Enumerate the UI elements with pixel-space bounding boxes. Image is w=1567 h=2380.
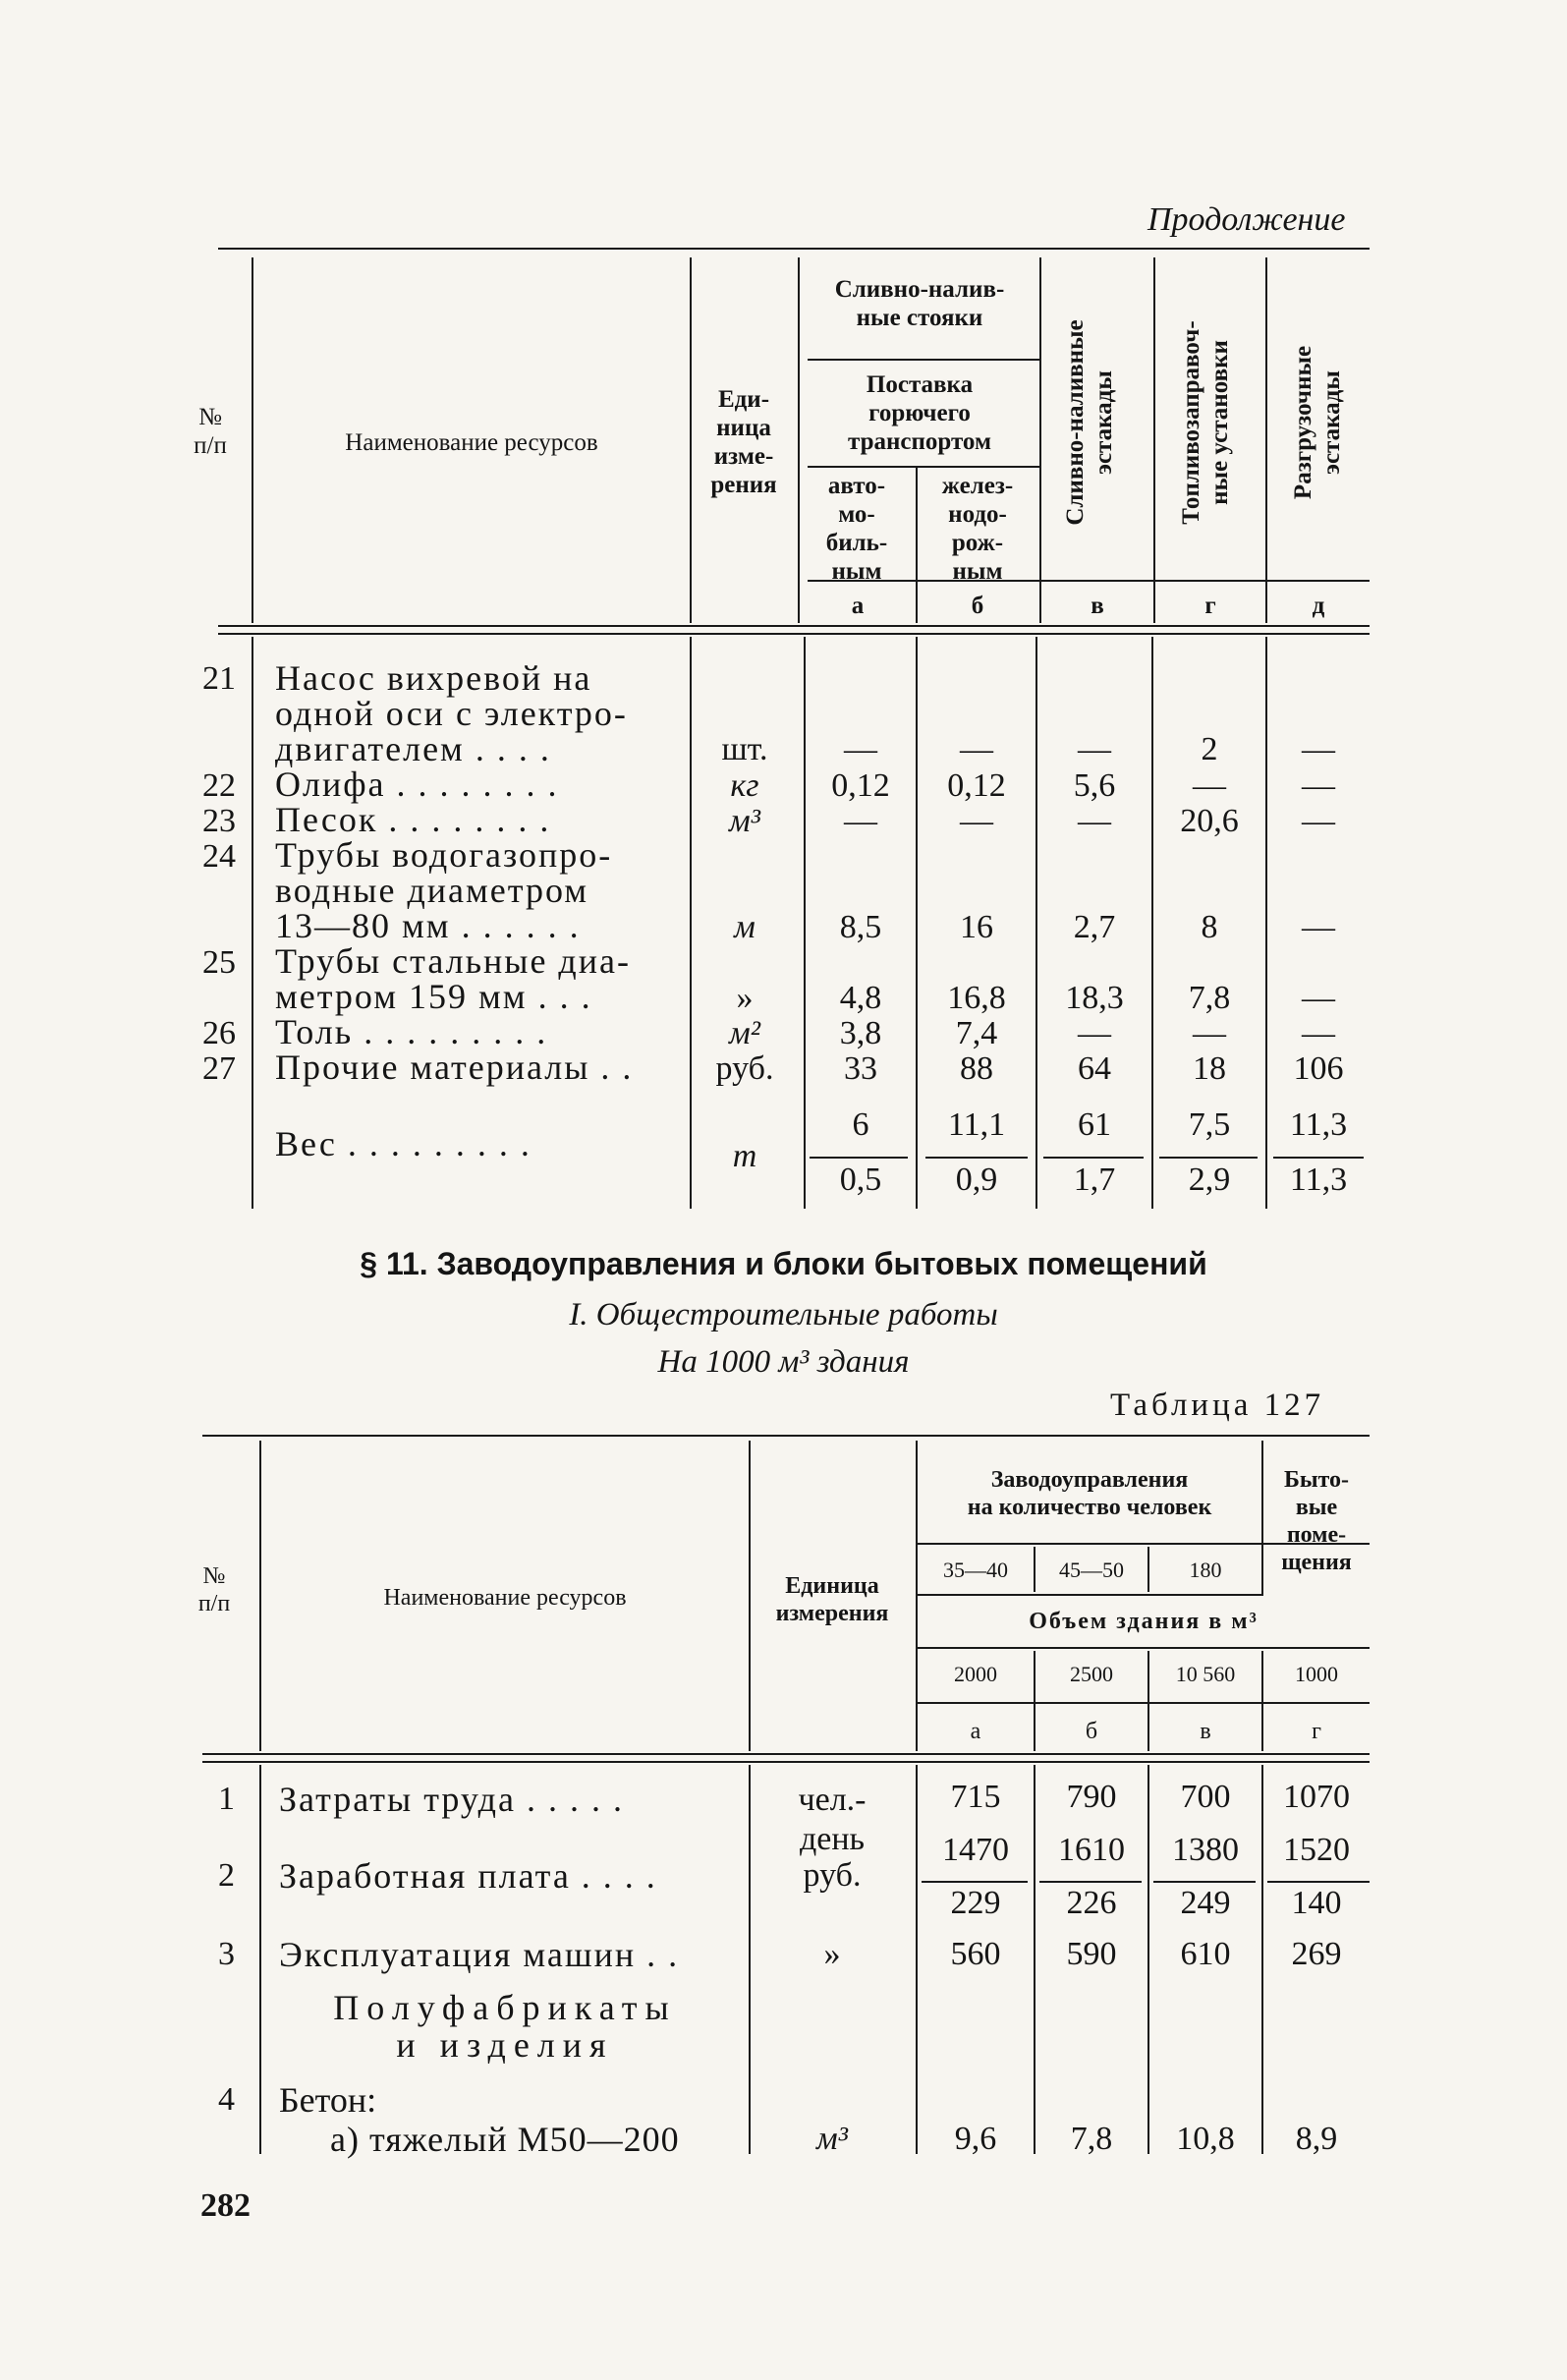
t2-letter: б (1085, 1719, 1098, 1744)
t1-cell: 18 (1193, 1050, 1226, 1087)
t2-letter: г (1312, 1719, 1321, 1744)
t1-weight-cell: 0,9 (955, 1162, 998, 1198)
t2-header-unit: Единица измерения (775, 1573, 889, 1626)
t2-row-num: 1 (218, 1781, 235, 1817)
t1-row-num: 22 (202, 767, 236, 804)
continuation-label: Продолжение (1147, 201, 1346, 238)
t1-unit: шт. (721, 731, 768, 767)
t1-row-num: 27 (202, 1050, 236, 1087)
t1-cell: — (1302, 731, 1335, 767)
t2-row-unit: м³ (816, 2121, 848, 2157)
t1-cell: — (1302, 1015, 1335, 1051)
t1-weight-cell: 61 (1078, 1106, 1111, 1143)
t1-cell: 18,3 (1065, 980, 1124, 1016)
t1-header-col-g: Топливозаправоч- ные установки (1178, 320, 1233, 525)
t1-cell: — (1302, 980, 1335, 1016)
t2-cell: 560 (950, 1936, 1001, 1972)
t1-letter: д (1312, 593, 1325, 619)
t2-row-name: Эксплуатация машин . . (279, 1935, 680, 1974)
t1-cell: — (960, 803, 993, 839)
t1-unit: м³ (729, 803, 760, 839)
t1-cell: 2,7 (1073, 909, 1116, 945)
t1-cell: 20,6 (1180, 803, 1239, 839)
t1-letter: в (1091, 593, 1104, 619)
t2-cell: 226 (1066, 1885, 1117, 1921)
t2-volume: 2500 (1070, 1662, 1113, 1686)
t2-header-group2: Быто- вые поме- щения (1281, 1467, 1352, 1575)
t1-unit: м² (729, 1015, 760, 1051)
t1-cell: 88 (960, 1050, 993, 1087)
t2-row-name: Бетон: (279, 2080, 377, 2120)
t2-cell: 590 (1066, 1936, 1117, 1972)
t2-cell: 1610 (1058, 1832, 1125, 1868)
t1-weight-unit: т (732, 1138, 757, 1174)
t1-cell: 2 (1201, 731, 1218, 767)
t1-cell: 8,5 (839, 909, 882, 945)
t1-cell: — (1078, 1015, 1111, 1051)
t2-cell: 700 (1180, 1779, 1231, 1815)
t2-cell: 790 (1066, 1779, 1117, 1815)
t1-cell: 3,8 (839, 1015, 882, 1051)
t2-row-num: 4 (218, 2081, 235, 2118)
t2-cell: 1470 (942, 1832, 1009, 1868)
t1-cell: 7,8 (1188, 980, 1231, 1016)
page-number: 282 (200, 2187, 251, 2224)
t2-row-num: 3 (218, 1936, 235, 1972)
t2-volume: 2000 (954, 1662, 997, 1686)
t1-weight-cell: 0,5 (839, 1162, 882, 1198)
t1-header-col-v: Сливно-наливные эстакады (1062, 319, 1117, 526)
section-subtitle: I. Общестроительные работы (569, 1297, 998, 1332)
t1-header-col-a: авто- мо- биль- ным (825, 473, 888, 585)
t2-cell: 7,8 (1070, 2121, 1113, 2157)
t1-unit: руб. (715, 1050, 774, 1087)
t2-cell: 10,8 (1176, 2121, 1235, 2157)
t2-header-num: № п/п (197, 1563, 231, 1616)
t1-cell: 7,4 (955, 1015, 998, 1051)
t2-cell: 249 (1180, 1885, 1231, 1921)
t2-people: 180 (1189, 1558, 1222, 1582)
t1-cell: 4,8 (839, 980, 882, 1016)
t2-cell: 140 (1291, 1885, 1342, 1921)
t1-row-num: 24 (202, 838, 236, 875)
t1-unit: м (734, 909, 756, 945)
t1-header-group: Сливно-налив- ные стояки (834, 276, 1005, 331)
t2-cell: 269 (1291, 1936, 1342, 1972)
t1-cell: 5,6 (1073, 767, 1116, 804)
t1-cell: 16,8 (947, 980, 1006, 1016)
t1-unit: кг (730, 767, 759, 804)
t1-header-subgroup: Поставка горючего транспортом (848, 371, 991, 455)
section-title: § 11. Заводоуправления и блоки бытовых помещений (360, 1246, 1207, 1281)
t1-cell: 106 (1293, 1050, 1344, 1087)
t2-header-name: Наименование ресурсов (383, 1585, 627, 1611)
t1-weight-cell: 11,1 (947, 1106, 1006, 1143)
t2-cell: 715 (950, 1779, 1001, 1815)
t2-volume: 1000 (1295, 1662, 1338, 1686)
t2-people: 35—40 (943, 1558, 1008, 1582)
t1-weight-cell: 11,3 (1289, 1162, 1348, 1198)
t2-row-name: Заработная плата . . . . (279, 1856, 657, 1896)
t1-cell: — (1078, 803, 1111, 839)
t1-weight-name: Вес . . . . . . . . . (275, 1124, 532, 1163)
t2-cell: 1520 (1283, 1832, 1350, 1868)
t1-cell: — (844, 731, 877, 767)
t1-cell: 0,12 (831, 767, 890, 804)
t1-row-name: Насос вихревой на одной оси с электро- двигателем . . . . Олифа . . . . . . . . Песок . . . . . . . . Трубы водогазопро- водные диаметром 13—80 мм . . . . . . Трубы стальные диа- метром 159 мм . . . Толь . . . . . . . . . Прочие материалы . . (275, 658, 634, 1087)
t1-cell: 16 (960, 909, 993, 945)
t1-letter: г (1204, 593, 1216, 619)
t1-row-num: 21 (202, 660, 236, 697)
section-per: На 1000 м³ здания (657, 1344, 910, 1380)
t1-header-name: Наименование ресурсов (345, 429, 598, 456)
t2-subheading: Полуфабрикаты и изделия (333, 1988, 677, 2065)
t2-row-unit: руб. (803, 1857, 862, 1894)
t1-unit: » (736, 980, 754, 1016)
t2-header-group: Заводоуправления на количество человек (967, 1467, 1212, 1520)
t2-volume: 10 560 (1175, 1662, 1236, 1686)
t1-header-col-b: желез- нодо- рож- ным (941, 473, 1014, 585)
t1-header-num: № п/п (194, 404, 227, 459)
t1-header-unit: Еди- ница изме- рения (710, 386, 777, 498)
t1-header-col-d: Разгрузочные эстакады (1290, 345, 1345, 500)
t1-cell: — (844, 803, 877, 839)
t2-row-name: Затраты труда . . . . . (279, 1780, 624, 1819)
t1-letter: б (971, 593, 984, 619)
t2-cell: 9,6 (954, 2121, 997, 2157)
t1-cell: — (1302, 909, 1335, 945)
t1-row-num: 26 (202, 1015, 236, 1051)
t2-letter: в (1200, 1719, 1211, 1744)
t2-cell: 610 (1180, 1936, 1231, 1972)
t2-volume-label: Объем здания в м³ (1029, 1609, 1259, 1634)
t2-row-unit: » (823, 1936, 841, 1972)
t1-weight-cell: 6 (852, 1106, 869, 1143)
t2-row-sub: а) тяжелый М50—200 (330, 2120, 680, 2159)
t1-letter: а (851, 593, 865, 619)
t1-weight-cell: 1,7 (1073, 1162, 1116, 1198)
t2-cell: 1070 (1283, 1779, 1350, 1815)
t1-cell: 33 (844, 1050, 877, 1087)
t1-cell: — (960, 731, 993, 767)
t1-cell: — (1302, 803, 1335, 839)
t1-cell: 64 (1078, 1050, 1111, 1087)
t2-cell: 229 (950, 1885, 1001, 1921)
t1-cell: — (1302, 767, 1335, 804)
t1-row-num: 25 (202, 944, 236, 981)
t2-cell: 8,9 (1295, 2121, 1338, 2157)
t1-row-num: 23 (202, 803, 236, 839)
t2-letter: а (970, 1719, 981, 1744)
t1-weight-cell: 11,3 (1289, 1106, 1348, 1143)
t1-cell: — (1193, 767, 1226, 804)
t1-cell: 8 (1201, 909, 1218, 945)
t2-row-unit: чел.- день (798, 1782, 867, 1857)
t1-weight-cell: 7,5 (1188, 1106, 1231, 1143)
table-label: Таблица 127 (1110, 1388, 1325, 1423)
t1-cell: — (1193, 1015, 1226, 1051)
t1-weight-cell: 2,9 (1188, 1162, 1231, 1198)
t2-people: 45—50 (1059, 1558, 1124, 1582)
t1-cell: 0,12 (947, 767, 1006, 804)
t2-cell: 1380 (1172, 1832, 1239, 1868)
t1-cell: — (1078, 731, 1111, 767)
t2-row-num: 2 (218, 1857, 235, 1894)
